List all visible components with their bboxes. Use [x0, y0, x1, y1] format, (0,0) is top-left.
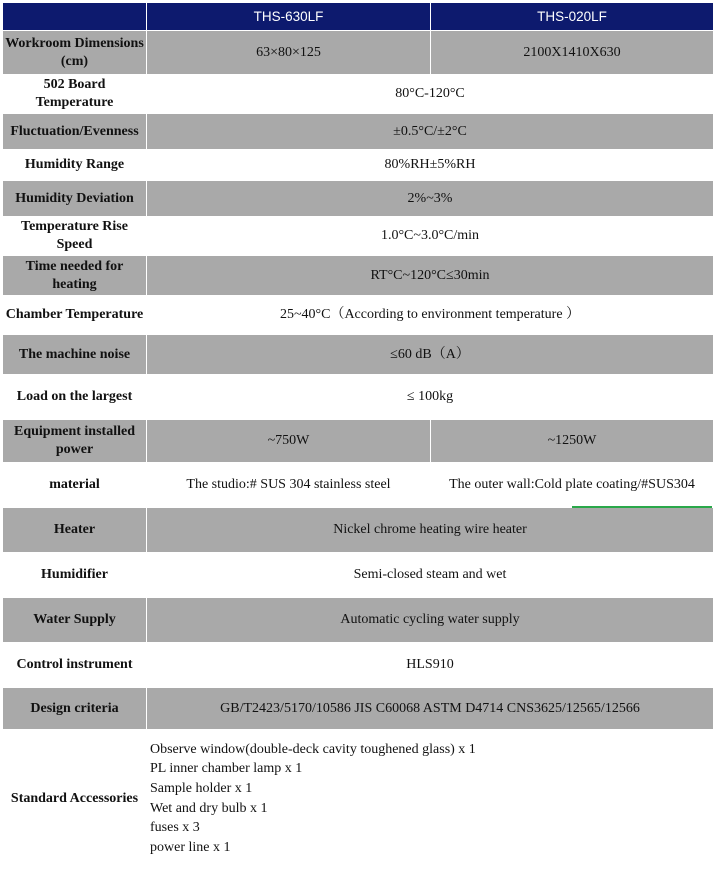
table-row-accessories: [3, 730, 714, 868]
list-item: power line x 1: [150, 839, 231, 855]
row-label: Time needed for heating: [3, 256, 147, 296]
table-row-board-temp: [3, 75, 714, 114]
accent-divider: [572, 506, 712, 508]
list-item: Sample holder x 1: [150, 780, 253, 796]
row-value-model-1: ~750W: [147, 420, 431, 463]
row-label: Workroom Dimensions (cm): [3, 31, 147, 75]
list-item: Observe window(double-deck cavity toughened glass) x 1: [150, 741, 476, 757]
row-label: Load on the largest: [3, 375, 147, 420]
list-item: Wet and dry bulb x 1: [150, 800, 268, 816]
table-row-water-supply: [3, 598, 714, 643]
row-label: Heater: [3, 508, 147, 553]
row-label: material: [3, 463, 147, 508]
row-value-model-2: The outer wall:Cold plate coating/#SUS304: [431, 463, 714, 508]
table-row-humidity-range: [3, 150, 714, 181]
row-value: GB/T2423/5170/10586 JIS C60068 ASTM D4714 CNS3625/12565/12566: [147, 688, 714, 730]
row-label: Humidity Deviation: [3, 181, 147, 217]
row-value: ±0.5°C/±2°C: [147, 114, 714, 150]
row-label: Temperature Rise Speed: [3, 217, 147, 256]
table-row-material: [3, 463, 714, 508]
header-model-1: THS-630LF: [147, 3, 431, 31]
row-value-model-2: 2100X1410X630: [431, 31, 714, 75]
row-label: Control instrument: [3, 643, 147, 688]
row-label: Water Supply: [3, 598, 147, 643]
row-value: ≤ 100kg: [147, 375, 714, 420]
row-label: The machine noise: [3, 335, 147, 375]
row-value: 25~40°C（According to environment temperature ）: [147, 296, 714, 335]
row-value: Semi-closed steam and wet: [147, 553, 714, 598]
row-label: Design criteria: [3, 688, 147, 730]
row-label: Humidity Range: [3, 150, 147, 181]
list-item: PL inner chamber lamp x 1: [150, 761, 303, 777]
row-value: Automatic cycling water supply: [147, 598, 714, 643]
accessories-list: [147, 730, 714, 868]
row-value: ≤60 dB（A）: [147, 335, 714, 375]
table-row-design: [3, 688, 714, 730]
row-label: Humidifier: [3, 553, 147, 598]
table-row-workroom: [3, 31, 714, 75]
row-label: Standard Accessories: [3, 730, 147, 868]
row-value: 80°C-120°C: [147, 75, 714, 114]
row-value: Nickel chrome heating wire heater: [147, 508, 714, 553]
row-label: Chamber Temperature: [3, 296, 147, 335]
table-row-fluctuation: [3, 114, 714, 150]
table-row-humidifier: [3, 553, 714, 598]
list-item: fuses x 3: [150, 820, 200, 836]
header-model-2: THS-020LF: [431, 3, 714, 31]
table-row-load: [3, 375, 714, 420]
table-row-humidity-deviation: [3, 181, 714, 217]
table-row-control: [3, 643, 714, 688]
table-row-heater: [3, 508, 714, 553]
row-value: 2%~3%: [147, 181, 714, 217]
row-value-model-1: The studio:# SUS 304 stainless steel: [147, 463, 431, 508]
row-label: 502 Board Temperature: [3, 75, 147, 114]
row-value: 1.0°C~3.0°C/min: [147, 217, 714, 256]
row-value: 80%RH±5%RH: [147, 150, 714, 181]
table-row-chamber-temp: [3, 296, 714, 335]
spec-table: [2, 2, 714, 868]
row-value: RT°C~120°C≤30min: [147, 256, 714, 296]
table-row-temp-rise: [3, 217, 714, 256]
table-row-power: [3, 420, 714, 463]
row-label: Fluctuation/Evenness: [3, 114, 147, 150]
row-value-model-1: 63×80×125: [147, 31, 431, 75]
table-header-row: [3, 3, 714, 31]
row-label: Equipment installed power: [3, 420, 147, 463]
table-row-noise: [3, 335, 714, 375]
row-value-model-2: ~1250W: [431, 420, 714, 463]
header-blank: [3, 3, 147, 31]
row-value: HLS910: [147, 643, 714, 688]
table-row-heating-time: [3, 256, 714, 296]
